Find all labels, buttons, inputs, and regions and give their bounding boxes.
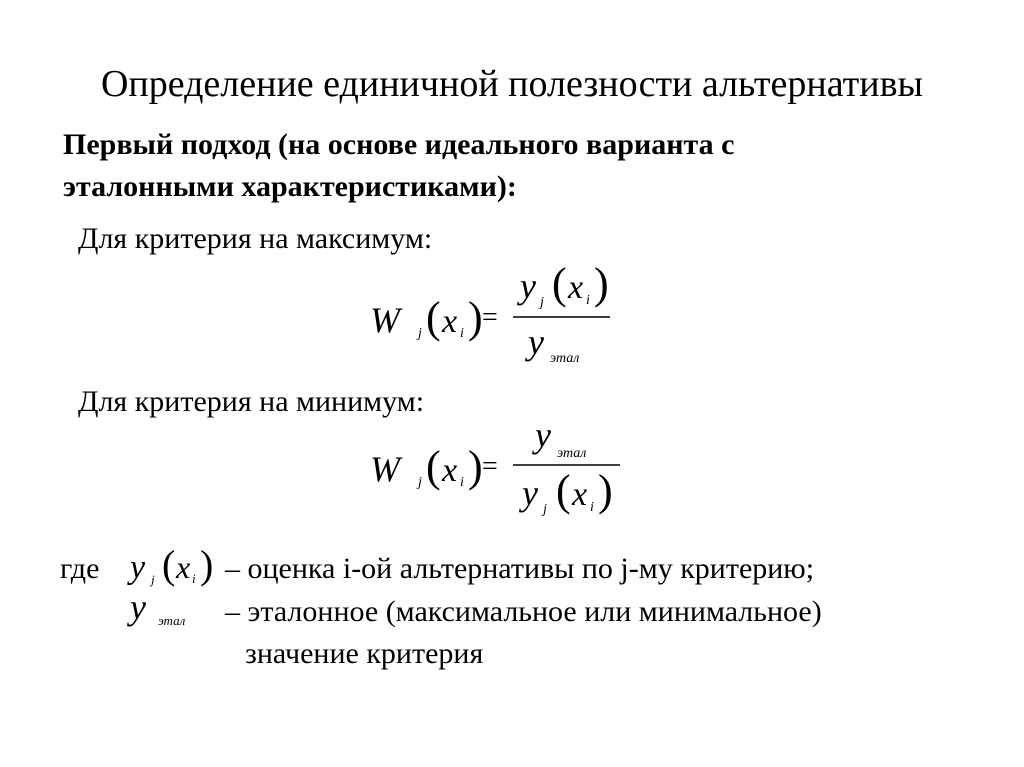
numerator-sub-etal: этал <box>557 446 587 461</box>
symbol-y: y <box>130 587 146 627</box>
numerator-paren-open: ( <box>552 259 567 308</box>
formula-x: x <box>442 452 458 489</box>
numerator-sub-i: i <box>586 293 590 308</box>
denominator-sub-j: j <box>543 502 547 517</box>
numerator-paren-close: ) <box>594 259 609 308</box>
subtitle-line-1: Первый подход (на основе идеального варианта с <box>63 128 735 161</box>
formula-sub-j: j <box>418 326 422 341</box>
min-criterion-formula <box>360 415 630 535</box>
definition-yetal-text-continued: значение критерия <box>245 637 484 670</box>
yetal-symbol <box>128 585 223 635</box>
symbol-x: x <box>176 549 191 585</box>
denominator-x: x <box>572 476 588 513</box>
symbol-sub-etal: этал <box>158 613 186 628</box>
formula-w: W <box>370 449 400 489</box>
min-criterion-label: Для критерия на минимум: <box>78 385 425 418</box>
max-criterion-formula <box>360 259 630 372</box>
formula-paren-close: ) <box>468 293 483 342</box>
formula-equals: = <box>482 302 498 333</box>
numerator-y: y <box>535 415 551 455</box>
formula-x: x <box>442 303 458 340</box>
slide-title: Определение единичной полезности альтернативы <box>100 63 924 105</box>
max-criterion-label: Для критерия на максимум: <box>78 222 433 255</box>
definition-yetal-text: – эталонное (максимальное или минимальное) <box>225 595 822 628</box>
formula-paren-open: ( <box>426 293 441 342</box>
formula-sub-i: i <box>460 326 464 341</box>
formula-paren-close: ) <box>468 442 483 491</box>
formula-paren-open: ( <box>426 442 441 491</box>
formula-equals: = <box>482 451 498 482</box>
subtitle-line-2: эталонными характеристиками): <box>63 170 517 203</box>
numerator-y: y <box>520 266 536 306</box>
symbol-y: y <box>130 549 146 586</box>
formula-sub-i: i <box>460 475 464 490</box>
denominator-sub-i: i <box>590 500 594 515</box>
definition-yj-text: – оценка i-ой альтернативы по j-му критерию; <box>225 552 815 585</box>
numerator-sub-j: j <box>540 295 544 310</box>
symbol-paren-open: ( <box>162 542 176 587</box>
symbol-paren-close: ) <box>200 542 214 587</box>
denominator-y: y <box>528 322 544 362</box>
numerator-x: x <box>568 269 584 306</box>
denominator-y: y <box>522 473 538 513</box>
yj-symbol <box>128 540 223 590</box>
formula-w: W <box>370 300 400 340</box>
symbol-sub-j: j <box>151 572 155 587</box>
denominator-paren-close: ) <box>598 466 613 515</box>
denominator-sub-etal: этал <box>550 351 580 366</box>
denominator-paren-open: ( <box>556 466 571 515</box>
where-label: где <box>60 552 100 585</box>
symbol-sub-i: i <box>192 571 196 586</box>
formula-sub-j: j <box>418 475 422 490</box>
